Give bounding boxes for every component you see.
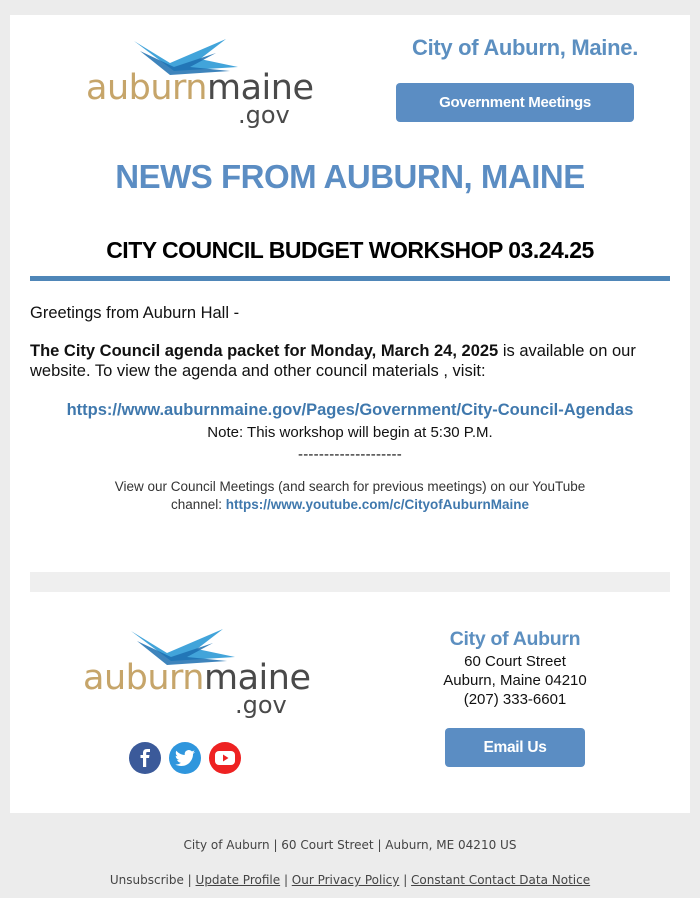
- city-title: City of Auburn, Maine.: [411, 35, 639, 60]
- privacy-policy-link[interactable]: Our Privacy Policy: [291, 873, 400, 887]
- logo-gov: .gov: [238, 101, 290, 129]
- unsubscribe-link[interactable]: Unsubscribe: [109, 873, 184, 887]
- youtube-link[interactable]: https://www.youtube.com/c/CityofAuburnMaine: [225, 497, 530, 512]
- workshop-note: Note: This workshop will begin at 5:30 P.M.: [207, 424, 493, 441]
- logo-gov: .gov: [235, 691, 287, 719]
- facebook-icon[interactable]: [129, 742, 161, 774]
- greeting-text: Greetings from Auburn Hall -: [30, 304, 240, 322]
- footer-separator: |: [399, 873, 412, 887]
- logo-wordmark: auburnmaine: [83, 658, 311, 698]
- footer-separator: |: [183, 873, 196, 887]
- youtube-text-label: View our Council Meetings (and search for previous meetings) on our YouTube channel:: [114, 479, 586, 512]
- youtube-text: [100, 478, 600, 514]
- news-title: NEWS FROM AUBURN, MAINE: [115, 158, 585, 195]
- agenda-paragraph: [30, 341, 670, 381]
- section-divider: [30, 572, 670, 592]
- data-notice-link[interactable]: Constant Contact Data Notice: [411, 873, 591, 887]
- auburn-logo-footer[interactable]: [83, 627, 311, 722]
- agenda-paragraph-rest: is available on our website. To view the agenda and other council materials , visit:: [30, 342, 636, 380]
- footer-links: [0, 873, 700, 887]
- email-us-button[interactable]: Email Us: [445, 728, 585, 767]
- address-street: 60 Court Street: [464, 653, 566, 670]
- auburn-logo[interactable]: [86, 37, 314, 132]
- logo-wordmark: auburnmaine: [86, 68, 314, 108]
- email-card: [10, 15, 690, 813]
- footer-address: City of Auburn | 60 Court Street | Auburn, ME 04210 US: [183, 838, 517, 852]
- footer-separator: |: [280, 873, 292, 887]
- footer-city-title: City of Auburn: [449, 628, 581, 650]
- dash-separator: --------------------: [298, 446, 402, 463]
- address-phone: (207) 333-6601: [463, 691, 567, 708]
- agenda-link[interactable]: https://www.auburnmaine.gov/Pages/Government/City-Council-Agendas: [66, 401, 634, 419]
- workshop-title: CITY COUNCIL BUDGET WORKSHOP 03.24.25: [106, 237, 594, 263]
- title-divider: [30, 276, 670, 281]
- youtube-icon[interactable]: [209, 742, 241, 774]
- government-meetings-button[interactable]: Government Meetings: [396, 83, 634, 122]
- update-profile-link[interactable]: Update Profile: [195, 873, 281, 887]
- twitter-icon[interactable]: [169, 742, 201, 774]
- address-citystate: Auburn, Maine 04210: [443, 672, 587, 689]
- agenda-paragraph-bold: The City Council agenda packet for Monday, March 24, 2025: [30, 342, 499, 360]
